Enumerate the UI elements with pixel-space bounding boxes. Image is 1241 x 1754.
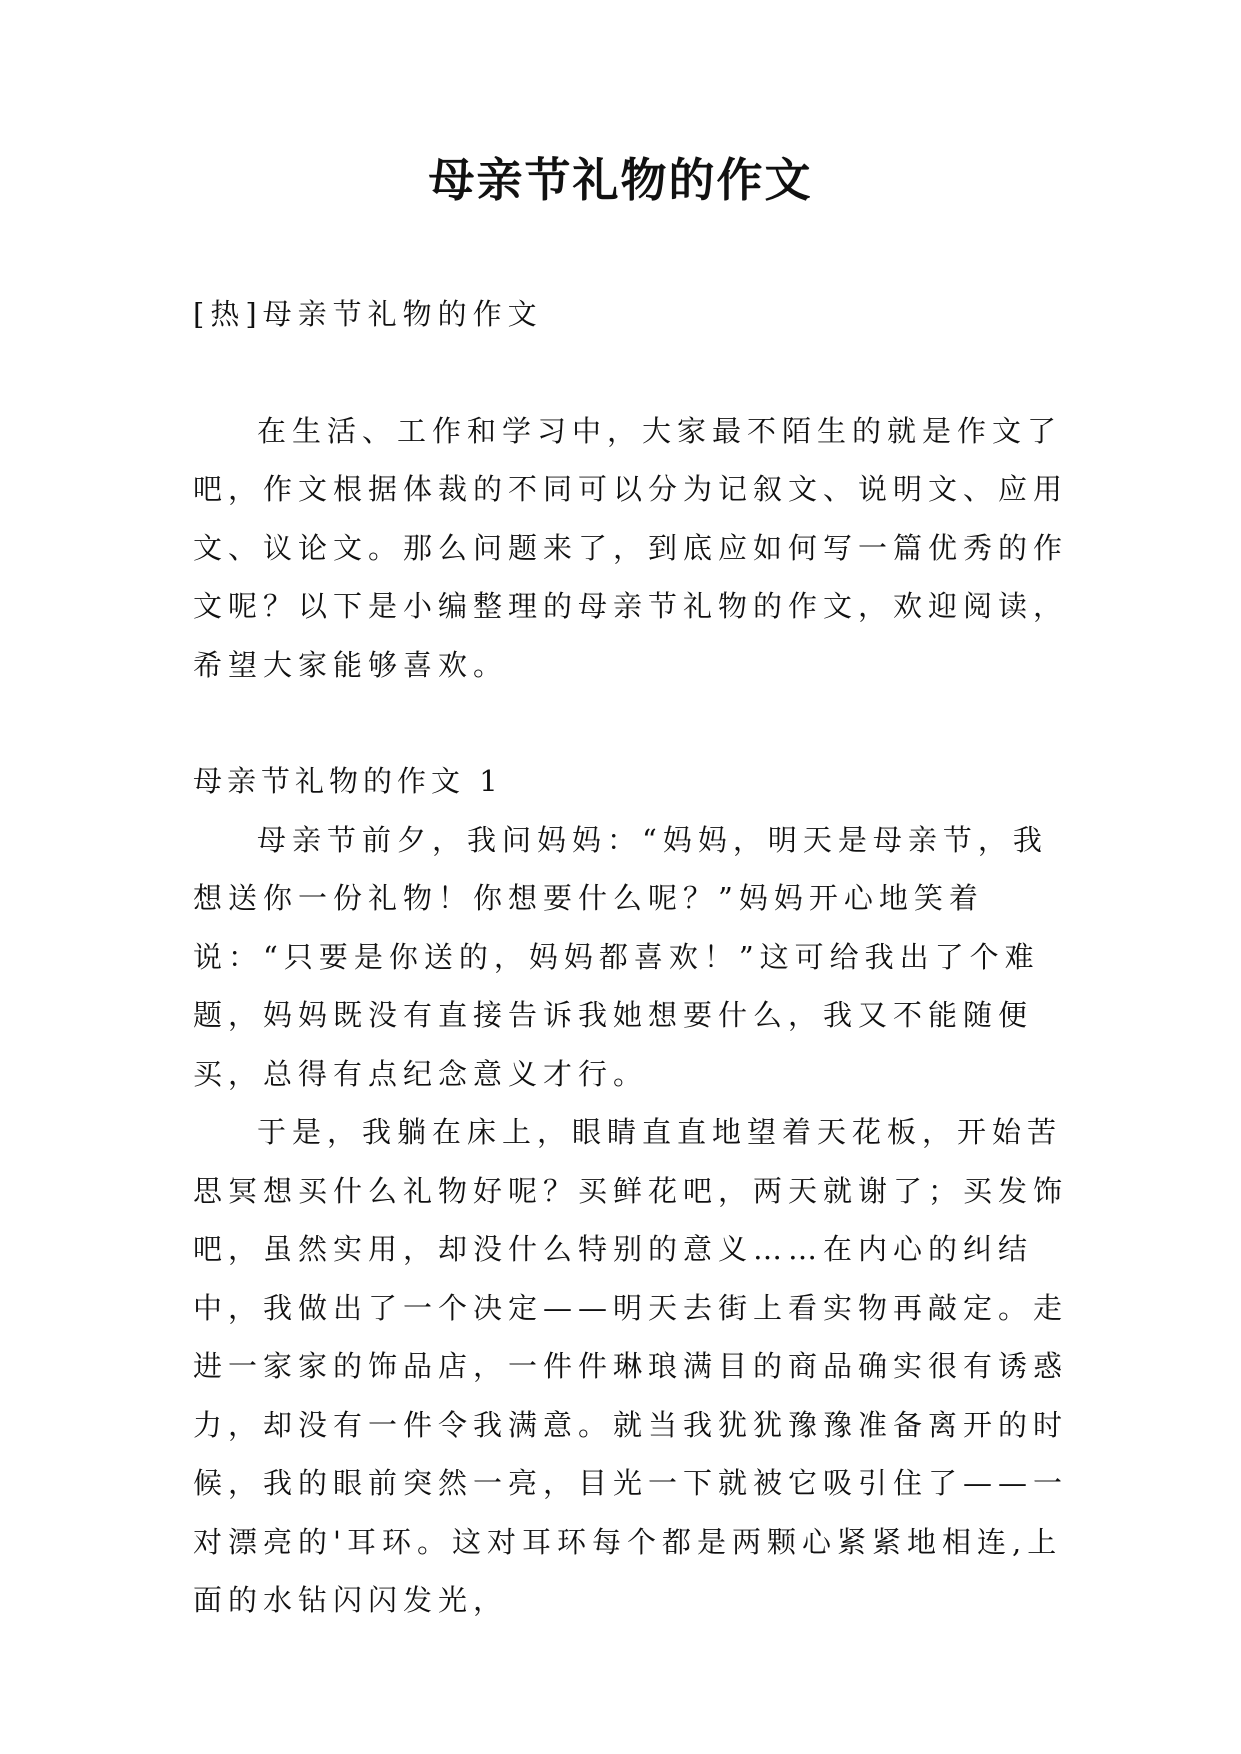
document-title: 母亲节礼物的作文 <box>428 153 813 207</box>
body-paragraph-1: 母亲节前夕，我问妈妈：“妈妈，明天是母亲节，我想送你一份礼物！你想要什么呢？”妈妈开心地笑着说：“只要是你送的，妈妈都喜欢！”这可给我出了个难题，妈妈既没有直接告诉我她想要什么，我又不能随便买，总得有点纪念意义才行。 <box>193 822 1048 1091</box>
document-subtitle: [热]母亲节礼物的作文 <box>193 297 543 331</box>
body-paragraph-2: 于是，我躺在床上，眼睛直直地望着天花板，开始苦思冥想买什么礼物好呢？买鲜花吧，两天就谢了；买发饰吧，虽然实用，却没什么特别的意义……在内心的纠结中，我做出了一个决定——明天去街上看实物再敲定。走进一家家的饰品店，一件件琳琅满目的商品确实很有诱惑力，却没有一件令我满意。就当我犹犹豫豫准备离开的时候，我的眼前突然一亮，目光一下就被它吸引住了——一对漂亮的'耳环。这对耳环每个都是两颗心紧紧地相连,上面的水钻闪闪发光， <box>193 1115 1069 1617</box>
intro-paragraph: 在生活、工作和学习中，大家最不陌生的就是作文了吧，作文根据体裁的不同可以分为记叙文、说明文、应用文、议论文。那么问题来了，到底应如何写一篇优秀的作文呢？以下是小编整理的母亲节礼物的作文，欢迎阅读，希望大家能够喜欢。 <box>193 413 1069 682</box>
section-title: 母亲节礼物的作文 1 <box>193 764 503 798</box>
document-body <box>193 285 1073 1630</box>
